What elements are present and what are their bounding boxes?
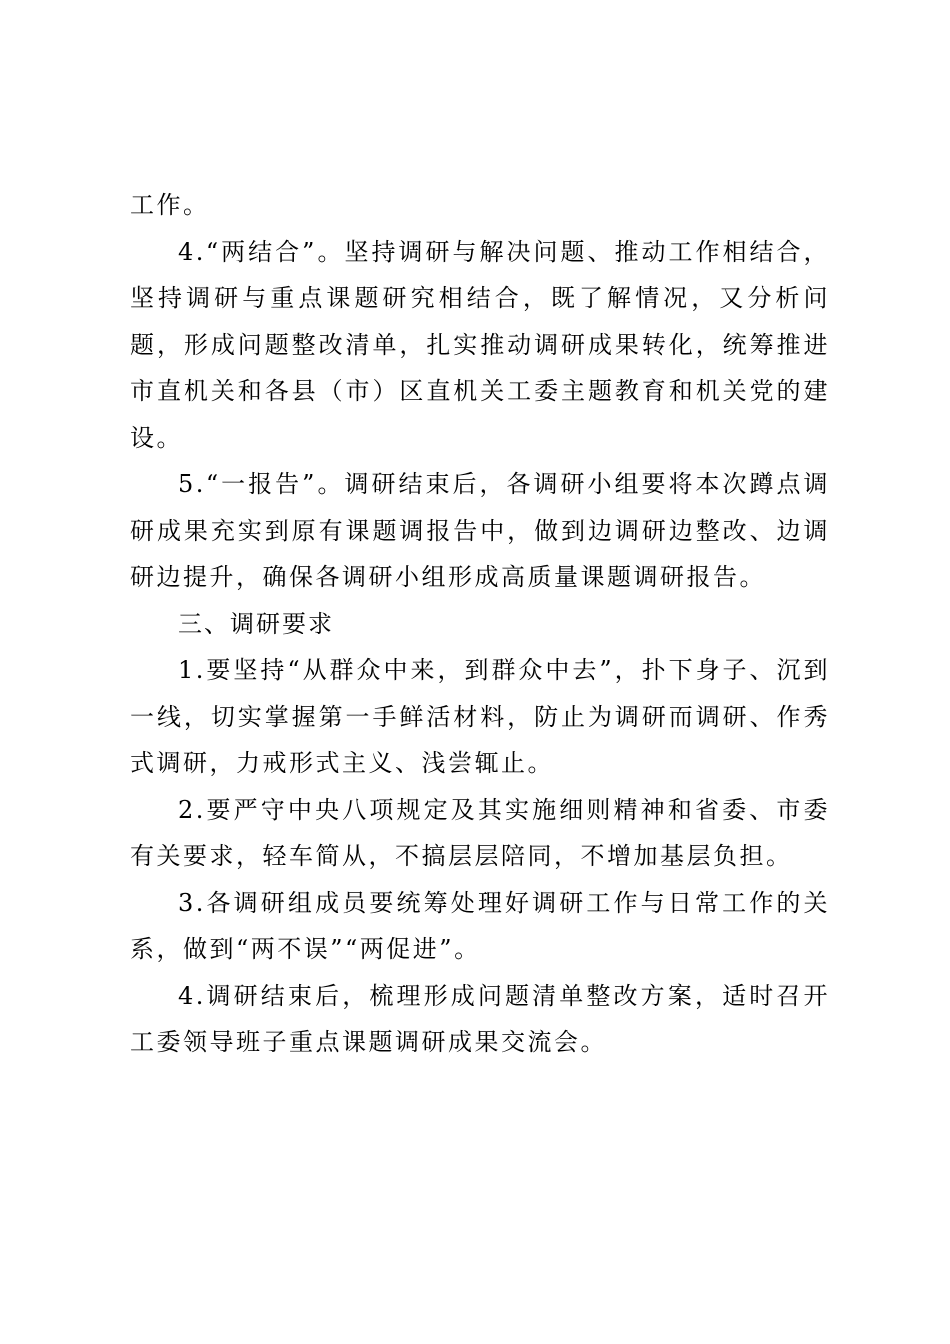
- paragraph-continuation: 工作。: [130, 191, 210, 219]
- requirement-item-4: 4.调研结束后，梳理形成问题清单整改方案，适时召开工委领导班子重点课题调研成果交流会。: [130, 981, 830, 1056]
- paragraph-one-report: 5.“一报告”。调研结束后，各调研小组要将本次蹲点调研成果充实到原有课题调报告中，做到边调研边整改、边调研边提升，确保各调研小组形成高质量课题调研报告。: [130, 470, 830, 591]
- requirement-item-1: 1.要坚持“从群众中来，到群众中去”，扑下身子、沉到一线，切实掌握第一手鲜活材料，防止为调研而调研、作秀式调研，力戒形式主义、浅尝辄止。: [130, 656, 830, 777]
- paragraph-two-combination: 4.“两结合”。坚持调研与解决问题、推动工作相结合，坚持调研与重点课题研究相结合，既了解情况，又分析问题，形成问题整改清单，扎实推动调研成果转化，统筹推进市直机关和各县（市）区直机关工委主题教育和机关党的建设。: [130, 237, 830, 452]
- requirement-item-3: 3.各调研组成员要统筹处理好调研工作与日常工作的关系，做到“两不误”“两促进”。: [130, 888, 830, 963]
- document-body: [130, 182, 830, 1066]
- section-heading: 三、调研要求: [178, 609, 334, 638]
- requirement-item-2: 2.要严守中央八项规定及其实施细则精神和省委、市委有关要求，轻车简从，不搞层层陪同，不增加基层负担。: [130, 795, 830, 870]
